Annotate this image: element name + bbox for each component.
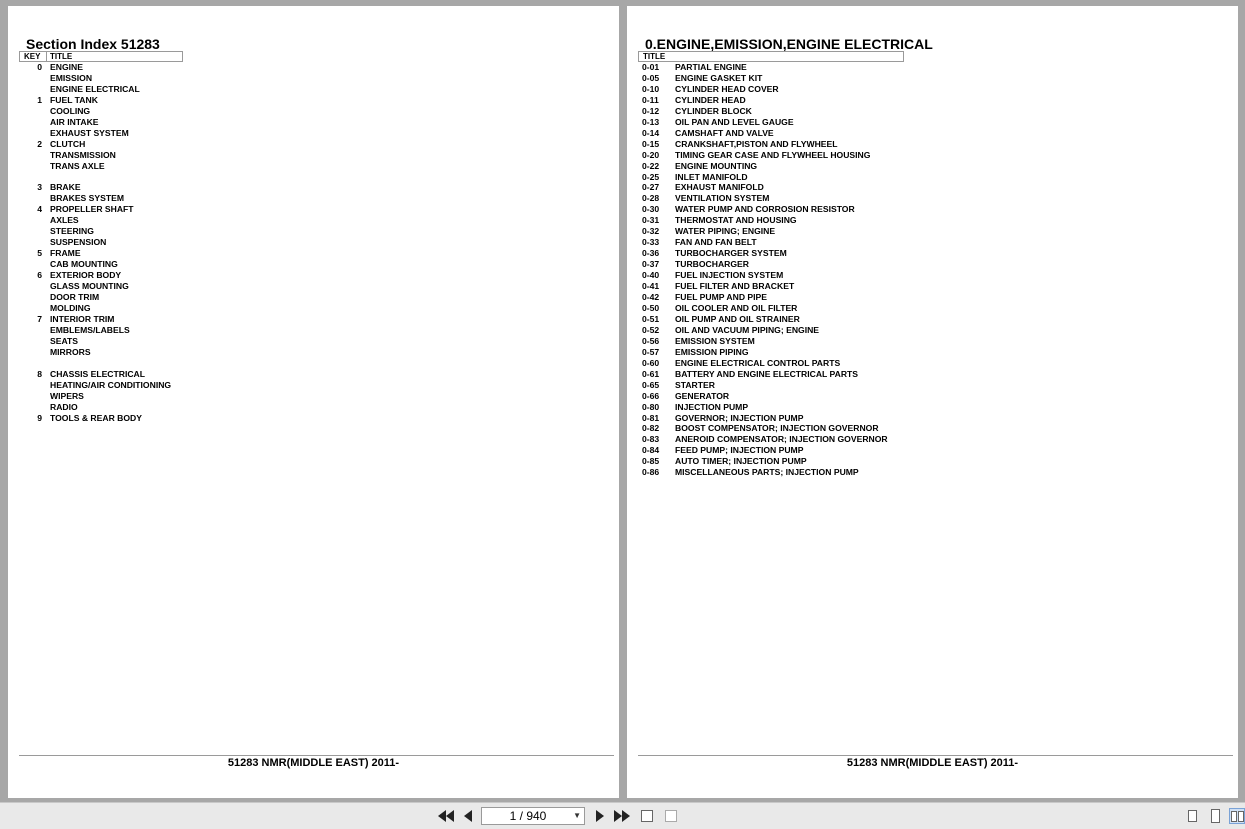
list-item[interactable]	[8, 106, 608, 117]
page-right	[627, 6, 1238, 798]
item-title: TIMING GEAR CASE AND FLYWHEEL HOUSING	[675, 149, 871, 160]
header-title: TITLE	[643, 52, 666, 61]
list-item[interactable]	[627, 237, 1227, 248]
item-title: CYLINDER HEAD COVER	[675, 83, 779, 94]
list-item[interactable]	[8, 128, 608, 139]
footer-rule	[19, 755, 614, 756]
list-item[interactable]	[8, 402, 608, 413]
item-title: CYLINDER HEAD	[675, 94, 746, 105]
rotate-page-icon[interactable]	[639, 808, 655, 824]
item-key: 0-85	[642, 456, 660, 467]
item-title: EMISSION PIPING	[675, 346, 749, 357]
item-title: ENGINE GASKET KIT	[675, 72, 763, 83]
item-key: 0-83	[642, 434, 660, 445]
item-title: RADIO	[50, 401, 78, 412]
item-title: AXLES	[50, 215, 79, 226]
list-item[interactable]	[8, 369, 608, 380]
list-item[interactable]	[8, 193, 608, 204]
item-key: 0-86	[642, 467, 660, 478]
item-key: 0-01	[642, 62, 660, 72]
section-list	[8, 62, 608, 423]
page-title: Section Index 51283	[26, 36, 160, 52]
list-item[interactable]	[8, 161, 608, 172]
item-title: BRAKES SYSTEM	[50, 193, 125, 204]
page-number-select[interactable]	[481, 807, 585, 825]
item-title: BRAKE	[50, 182, 81, 193]
item-title: DOOR TRIM	[50, 292, 100, 303]
page-indicator: 1 / 940	[509, 809, 547, 823]
item-title: CLUTCH	[50, 138, 86, 149]
list-item[interactable]	[627, 445, 1227, 456]
item-title: TOOLS & REAR BODY	[50, 412, 142, 423]
item-key: 2	[37, 138, 42, 149]
item-key: 0-81	[642, 412, 660, 423]
list-item[interactable]	[8, 62, 608, 73]
list-item[interactable]	[627, 106, 1227, 117]
footer-rule	[638, 755, 1233, 756]
list-item[interactable]	[8, 281, 608, 292]
item-title: TURBOCHARGER	[675, 259, 749, 270]
item-key: 0-27	[642, 182, 660, 193]
item-key: 4	[37, 204, 42, 215]
item-title: CYLINDER BLOCK	[675, 105, 752, 116]
item-key: 5	[37, 248, 42, 259]
item-title: SUSPENSION	[50, 237, 107, 248]
item-title: COOLING	[50, 105, 91, 116]
table-header	[19, 51, 183, 62]
list-item[interactable]	[627, 369, 1227, 380]
list-item[interactable]	[627, 467, 1227, 478]
item-title: INJECTION PUMP	[675, 401, 749, 412]
item-key: 0-57	[642, 346, 660, 357]
item-key: 0-25	[642, 171, 660, 182]
item-key: 0-50	[642, 302, 660, 313]
item-title: MOLDING	[50, 302, 91, 313]
item-title: WIPERS	[50, 390, 84, 401]
list-item[interactable]	[8, 204, 608, 215]
list-item[interactable]	[627, 281, 1227, 292]
item-title: CRANKSHAFT,PISTON AND FLYWHEEL	[675, 138, 838, 149]
list-item[interactable]	[8, 226, 608, 237]
item-title: GENERATOR	[675, 390, 730, 401]
list-item[interactable]	[627, 204, 1227, 215]
list-item[interactable]	[627, 248, 1227, 259]
item-title: CAMSHAFT AND VALVE	[675, 127, 774, 138]
list-item[interactable]	[627, 270, 1227, 281]
list-item[interactable]	[627, 391, 1227, 402]
item-title: MISCELLANEOUS PARTS; INJECTION PUMP	[675, 467, 859, 478]
item-key: 9	[37, 412, 42, 423]
list-item[interactable]	[627, 84, 1227, 95]
header-divider	[46, 52, 47, 61]
item-title: INLET MANIFOLD	[675, 171, 748, 182]
list-item[interactable]	[627, 259, 1227, 270]
item-key: 1	[37, 94, 42, 105]
item-key: 0-22	[642, 160, 660, 171]
item-key: 0-28	[642, 193, 660, 204]
item-title: WATER PUMP AND CORROSION RESISTOR	[675, 204, 855, 215]
item-key: 0-40	[642, 270, 660, 281]
item-title: GOVERNOR; INJECTION PUMP	[675, 412, 804, 423]
item-key: 0-42	[642, 292, 660, 303]
continuous-view-icon[interactable]	[1207, 808, 1223, 824]
item-key: 0-41	[642, 281, 660, 292]
item-title: FEED PUMP; INJECTION PUMP	[675, 445, 804, 456]
next-page-icon[interactable]	[592, 808, 608, 824]
list-item[interactable]	[8, 325, 608, 336]
item-title: SEATS	[50, 335, 79, 346]
item-title: FAN AND FAN BELT	[675, 237, 757, 248]
item-title: TRANS AXLE	[50, 160, 105, 171]
table-header	[638, 51, 904, 62]
item-key: 0-30	[642, 204, 660, 215]
list-item[interactable]	[627, 182, 1227, 193]
item-title: EMISSION	[50, 72, 93, 83]
item-title: STARTER	[675, 379, 715, 390]
list-item[interactable]	[627, 358, 1227, 369]
group-list	[627, 62, 1227, 478]
single-page-view-icon[interactable]	[1184, 808, 1200, 824]
item-key: 0-37	[642, 259, 660, 270]
item-key: 0-52	[642, 324, 660, 335]
list-item[interactable]	[8, 150, 608, 161]
first-page-icon[interactable]	[437, 808, 453, 824]
list-item[interactable]	[8, 237, 608, 248]
list-item[interactable]	[627, 347, 1227, 358]
item-key: 0-66	[642, 390, 660, 401]
item-title: AIR INTAKE	[50, 116, 99, 127]
list-item[interactable]	[8, 182, 608, 193]
list-item[interactable]	[627, 62, 1227, 73]
item-key: 0-51	[642, 313, 660, 324]
list-item[interactable]	[627, 434, 1227, 445]
item-title: PARTIAL ENGINE	[675, 62, 747, 72]
item-title: EMISSION SYSTEM	[675, 335, 755, 346]
item-title: EXTERIOR BODY	[50, 270, 122, 281]
item-key: 0-20	[642, 149, 660, 160]
item-title: FUEL FILTER AND BRACKET	[675, 281, 795, 292]
copy-page-icon[interactable]	[663, 808, 679, 824]
item-title: TRANSMISSION	[50, 149, 116, 160]
list-item[interactable]	[8, 391, 608, 402]
list-item[interactable]	[627, 215, 1227, 226]
item-title: GLASS MOUNTING	[50, 281, 129, 292]
item-title: TURBOCHARGER SYSTEM	[675, 248, 787, 259]
item-title: FUEL INJECTION SYSTEM	[675, 270, 784, 281]
item-key: 0-12	[642, 105, 660, 116]
item-title: EMBLEMS/LABELS	[50, 324, 130, 335]
page-left	[8, 6, 619, 798]
list-item[interactable]	[627, 226, 1227, 237]
item-key: 0	[37, 62, 42, 72]
item-title: INTERIOR TRIM	[50, 313, 115, 324]
list-item[interactable]	[627, 172, 1227, 183]
list-item[interactable]	[8, 215, 608, 226]
item-key: 8	[37, 368, 42, 379]
list-item[interactable]	[8, 413, 608, 424]
item-key: 0-10	[642, 83, 660, 94]
item-key: 0-60	[642, 357, 660, 368]
item-key: 0-61	[642, 368, 660, 379]
item-key: 0-31	[642, 215, 660, 226]
item-title: ENGINE ELECTRICAL	[50, 83, 140, 94]
chevron-down-icon: ▼	[573, 811, 581, 820]
page-title: 0.ENGINE,EMISSION,ENGINE ELECTRICAL	[645, 36, 933, 52]
item-title: FUEL PUMP AND PIPE	[675, 292, 768, 303]
page-footer: 51283 NMR(MIDDLE EAST) 2011-	[846, 757, 1019, 769]
item-title: OIL PUMP AND OIL STRAINER	[675, 313, 800, 324]
item-key: 0-33	[642, 237, 660, 248]
list-item[interactable]	[8, 248, 608, 259]
list-item[interactable]	[8, 117, 608, 128]
item-title: ENGINE	[50, 62, 83, 72]
item-title: AUTO TIMER; INJECTION PUMP	[675, 456, 807, 467]
item-title: ENGINE ELECTRICAL CONTROL PARTS	[675, 357, 841, 368]
item-key: 0-15	[642, 138, 660, 149]
item-key: 7	[37, 313, 42, 324]
item-key: 0-84	[642, 445, 660, 456]
item-title: EXHAUST MANIFOLD	[675, 182, 764, 193]
item-title: STEERING	[50, 226, 94, 237]
list-item[interactable]	[627, 303, 1227, 314]
list-item[interactable]	[8, 347, 608, 358]
item-key: 0-32	[642, 226, 660, 237]
item-title: CAB MOUNTING	[50, 259, 118, 270]
item-title: BOOST COMPENSATOR; INJECTION GOVERNOR	[675, 423, 879, 434]
item-key: 6	[37, 270, 42, 281]
item-key: 0-82	[642, 423, 660, 434]
item-key: 0-56	[642, 335, 660, 346]
last-page-icon[interactable]	[614, 808, 630, 824]
list-item[interactable]	[627, 292, 1227, 303]
list-item[interactable]	[627, 95, 1227, 106]
item-title: WATER PIPING; ENGINE	[675, 226, 776, 237]
list-item[interactable]	[627, 402, 1227, 413]
list-item[interactable]	[627, 325, 1227, 336]
list-item[interactable]	[627, 73, 1227, 84]
list-item[interactable]	[8, 292, 608, 303]
item-title: BATTERY AND ENGINE ELECTRICAL PARTS	[675, 368, 859, 379]
list-item[interactable]	[8, 380, 608, 391]
list-item[interactable]	[627, 193, 1227, 204]
item-key: 3	[37, 182, 42, 193]
item-title: ENGINE MOUNTING	[675, 160, 758, 171]
item-title: ANEROID COMPENSATOR; INJECTION GOVERNOR	[675, 434, 888, 445]
list-item[interactable]	[8, 84, 608, 95]
item-title: OIL COOLER AND OIL FILTER	[675, 302, 798, 313]
list-item[interactable]	[8, 139, 608, 150]
item-key: 0-05	[642, 72, 660, 83]
list-item[interactable]	[627, 161, 1227, 172]
item-title: OIL AND VACUUM PIPING; ENGINE	[675, 324, 820, 335]
item-title: PROPELLER SHAFT	[50, 204, 134, 215]
list-item[interactable]	[8, 336, 608, 347]
item-title: EXHAUST SYSTEM	[50, 127, 129, 138]
list-item[interactable]	[627, 150, 1227, 161]
bottom-toolbar	[0, 802, 1245, 829]
page-footer: 51283 NMR(MIDDLE EAST) 2011-	[227, 757, 400, 769]
list-item[interactable]	[8, 73, 608, 84]
list-item[interactable]	[627, 117, 1227, 128]
list-item[interactable]	[8, 95, 608, 106]
list-item[interactable]	[8, 270, 608, 281]
two-page-view-icon[interactable]	[1229, 808, 1245, 824]
item-title: THERMOSTAT AND HOUSING	[675, 215, 797, 226]
list-item[interactable]	[8, 358, 608, 369]
item-title: VENTILATION SYSTEM	[675, 193, 770, 204]
list-item[interactable]	[627, 128, 1227, 139]
list-item[interactable]	[8, 259, 608, 270]
list-item[interactable]	[8, 303, 608, 314]
list-item[interactable]	[627, 314, 1227, 325]
item-key: 0-36	[642, 248, 660, 259]
item-key: 0-14	[642, 127, 660, 138]
item-title: FRAME	[50, 248, 81, 259]
list-item[interactable]	[627, 380, 1227, 391]
list-item[interactable]	[627, 456, 1227, 467]
list-item[interactable]	[8, 314, 608, 325]
list-item[interactable]	[627, 139, 1227, 150]
list-item[interactable]	[8, 172, 608, 183]
item-key: 0-11	[642, 94, 659, 105]
header-key: KEY	[24, 52, 41, 61]
list-item[interactable]	[627, 336, 1227, 347]
item-title: CHASSIS ELECTRICAL	[50, 368, 146, 379]
item-key: 0-13	[642, 116, 660, 127]
item-title: HEATING/AIR CONDITIONING	[50, 379, 172, 390]
list-item[interactable]	[627, 413, 1227, 424]
header-title: TITLE	[50, 52, 73, 61]
prev-page-icon[interactable]	[460, 808, 476, 824]
item-title: OIL PAN AND LEVEL GAUGE	[675, 116, 794, 127]
item-title: FUEL TANK	[50, 94, 98, 105]
list-item[interactable]	[627, 423, 1227, 434]
item-key: 0-65	[642, 379, 660, 390]
item-title: MIRRORS	[50, 346, 91, 357]
item-key: 0-80	[642, 401, 660, 412]
